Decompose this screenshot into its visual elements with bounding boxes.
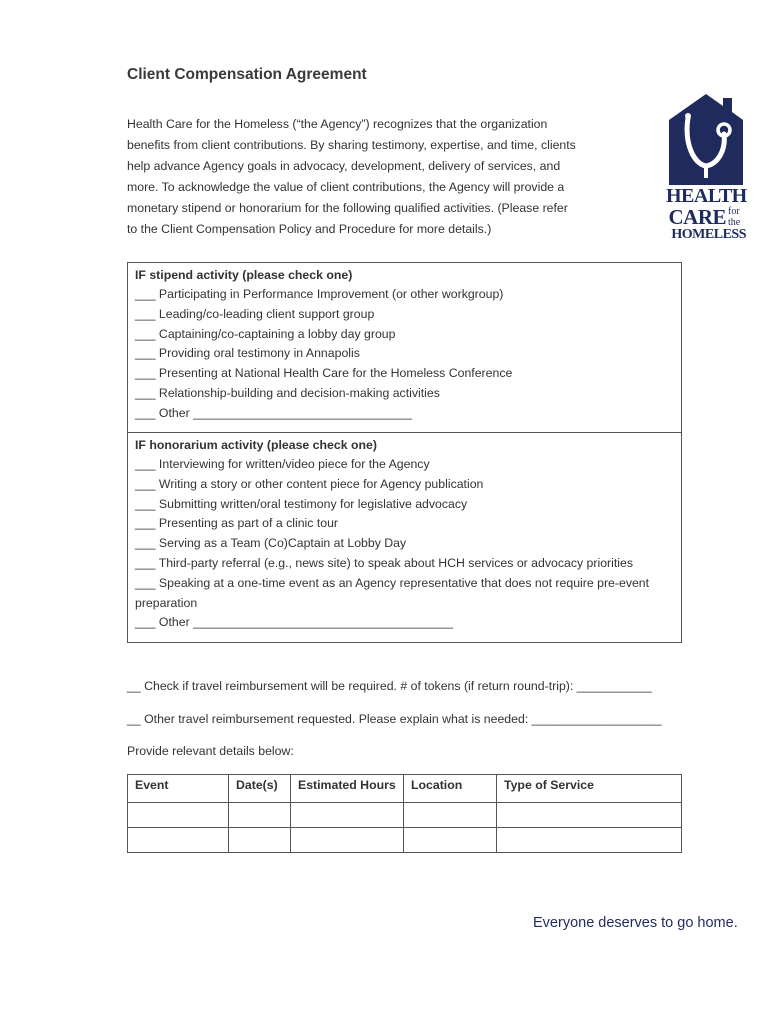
- intro-line: help advance Agency goals in advocacy, development, delivery of services, and: [127, 159, 561, 173]
- honorarium-option[interactable]: ___ Serving as a Team (Co)Captain at Lobby Day: [135, 536, 407, 551]
- intro-line: to the Client Compensation Policy and Procedure for more details.): [127, 222, 492, 236]
- house-stethoscope-icon: [666, 92, 746, 187]
- table-cell[interactable]: [404, 803, 497, 828]
- honorarium-option-other[interactable]: ___ Other ______________________________________: [135, 615, 453, 630]
- table-cell[interactable]: [404, 828, 497, 853]
- stipend-option[interactable]: ___ Presenting at National Health Care for the Homeless Conference: [135, 366, 513, 381]
- hch-logo: [666, 92, 746, 242]
- logo-the: the: [728, 217, 741, 228]
- stipend-option[interactable]: ___ Captaining/co-captaining a lobby day group: [135, 326, 396, 341]
- table-row: [128, 803, 682, 828]
- stipend-option[interactable]: ___ Providing oral testimony in Annapolis: [135, 346, 360, 361]
- logo-care-row: [666, 206, 746, 228]
- intro-line: benefits from client contributions. By sharing testimony, expertise, and time, clients: [127, 138, 576, 152]
- column-header-estimated-hours: Estimated Hours: [291, 775, 404, 803]
- table-cell[interactable]: [497, 828, 682, 853]
- logo-for: for: [728, 206, 740, 217]
- table-cell[interactable]: [229, 828, 291, 853]
- column-header-event: Event: [128, 775, 229, 803]
- intro-line: Health Care for the Homeless (“the Agency”) recognizes that the organization: [127, 117, 548, 131]
- column-header-location: Location: [404, 775, 497, 803]
- logo-health: HEALTH: [666, 185, 747, 207]
- table-row: [128, 828, 682, 853]
- honorarium-option[interactable]: ___ Speaking at a one-time event as an Agency representative that does not require pre-event: [135, 575, 650, 590]
- intro-paragraph: [127, 114, 607, 240]
- honorarium-activity-box: [127, 433, 682, 643]
- travel-reimbursement-check[interactable]: __ Check if travel reimbursement will be required. # of tokens (if return round-trip): ___________: [127, 679, 652, 693]
- honorarium-option-continuation: preparation: [135, 595, 198, 610]
- column-header-type-of-service: Type of Service: [497, 775, 682, 803]
- document-title: Client Compensation Agreement: [127, 66, 367, 83]
- intro-line: monetary stipend or honorarium for the following qualified activities. (Please refer: [127, 201, 568, 215]
- stipend-header: IF stipend activity (please check one): [135, 268, 353, 282]
- honorarium-option[interactable]: ___ Writing a story or other content piece for Agency publication: [135, 476, 484, 491]
- table-cell[interactable]: [229, 803, 291, 828]
- footer-tagline: Everyone deserves to go home.: [533, 915, 738, 931]
- stipend-option[interactable]: ___ Leading/co-leading client support group: [135, 306, 375, 321]
- table-cell[interactable]: [497, 803, 682, 828]
- honorarium-option[interactable]: ___ Third-party referral (e.g., news site) to speak about HCH services or advocacy priorities: [135, 555, 633, 570]
- intro-line: more. To acknowledge the value of client contributions, the Agency will provide a: [127, 180, 565, 194]
- table-cell[interactable]: [291, 803, 404, 828]
- stipend-activity-box: [127, 262, 682, 433]
- details-header-row: [128, 775, 682, 803]
- honorarium-option[interactable]: ___ Presenting as part of a clinic tour: [135, 516, 339, 531]
- honorarium-option[interactable]: ___ Submitting written/oral testimony for legislative advocacy: [135, 496, 468, 511]
- stipend-option-other[interactable]: ___ Other ________________________________: [135, 405, 412, 420]
- stipend-option[interactable]: ___ Relationship-building and decision-making activities: [135, 385, 440, 400]
- other-travel-reimbursement[interactable]: __ Other travel reimbursement requested. Please explain what is needed: ___________________: [127, 712, 662, 726]
- logo-care: CARE: [668, 205, 726, 229]
- table-cell[interactable]: [128, 828, 229, 853]
- honorarium-option[interactable]: ___ Interviewing for written/video piece for the Agency: [135, 457, 430, 471]
- column-header-dates: Date(s): [229, 775, 291, 803]
- details-table: [127, 774, 682, 853]
- honorarium-header: IF honorarium activity (please check one): [135, 438, 377, 452]
- table-cell[interactable]: [291, 828, 404, 853]
- details-prompt: Provide relevant details below:: [127, 744, 294, 758]
- table-cell[interactable]: [128, 803, 229, 828]
- logo-homeless: HOMELESS: [671, 227, 746, 242]
- stipend-option[interactable]: ___ Participating in Performance Improvement (or other workgroup): [135, 287, 504, 301]
